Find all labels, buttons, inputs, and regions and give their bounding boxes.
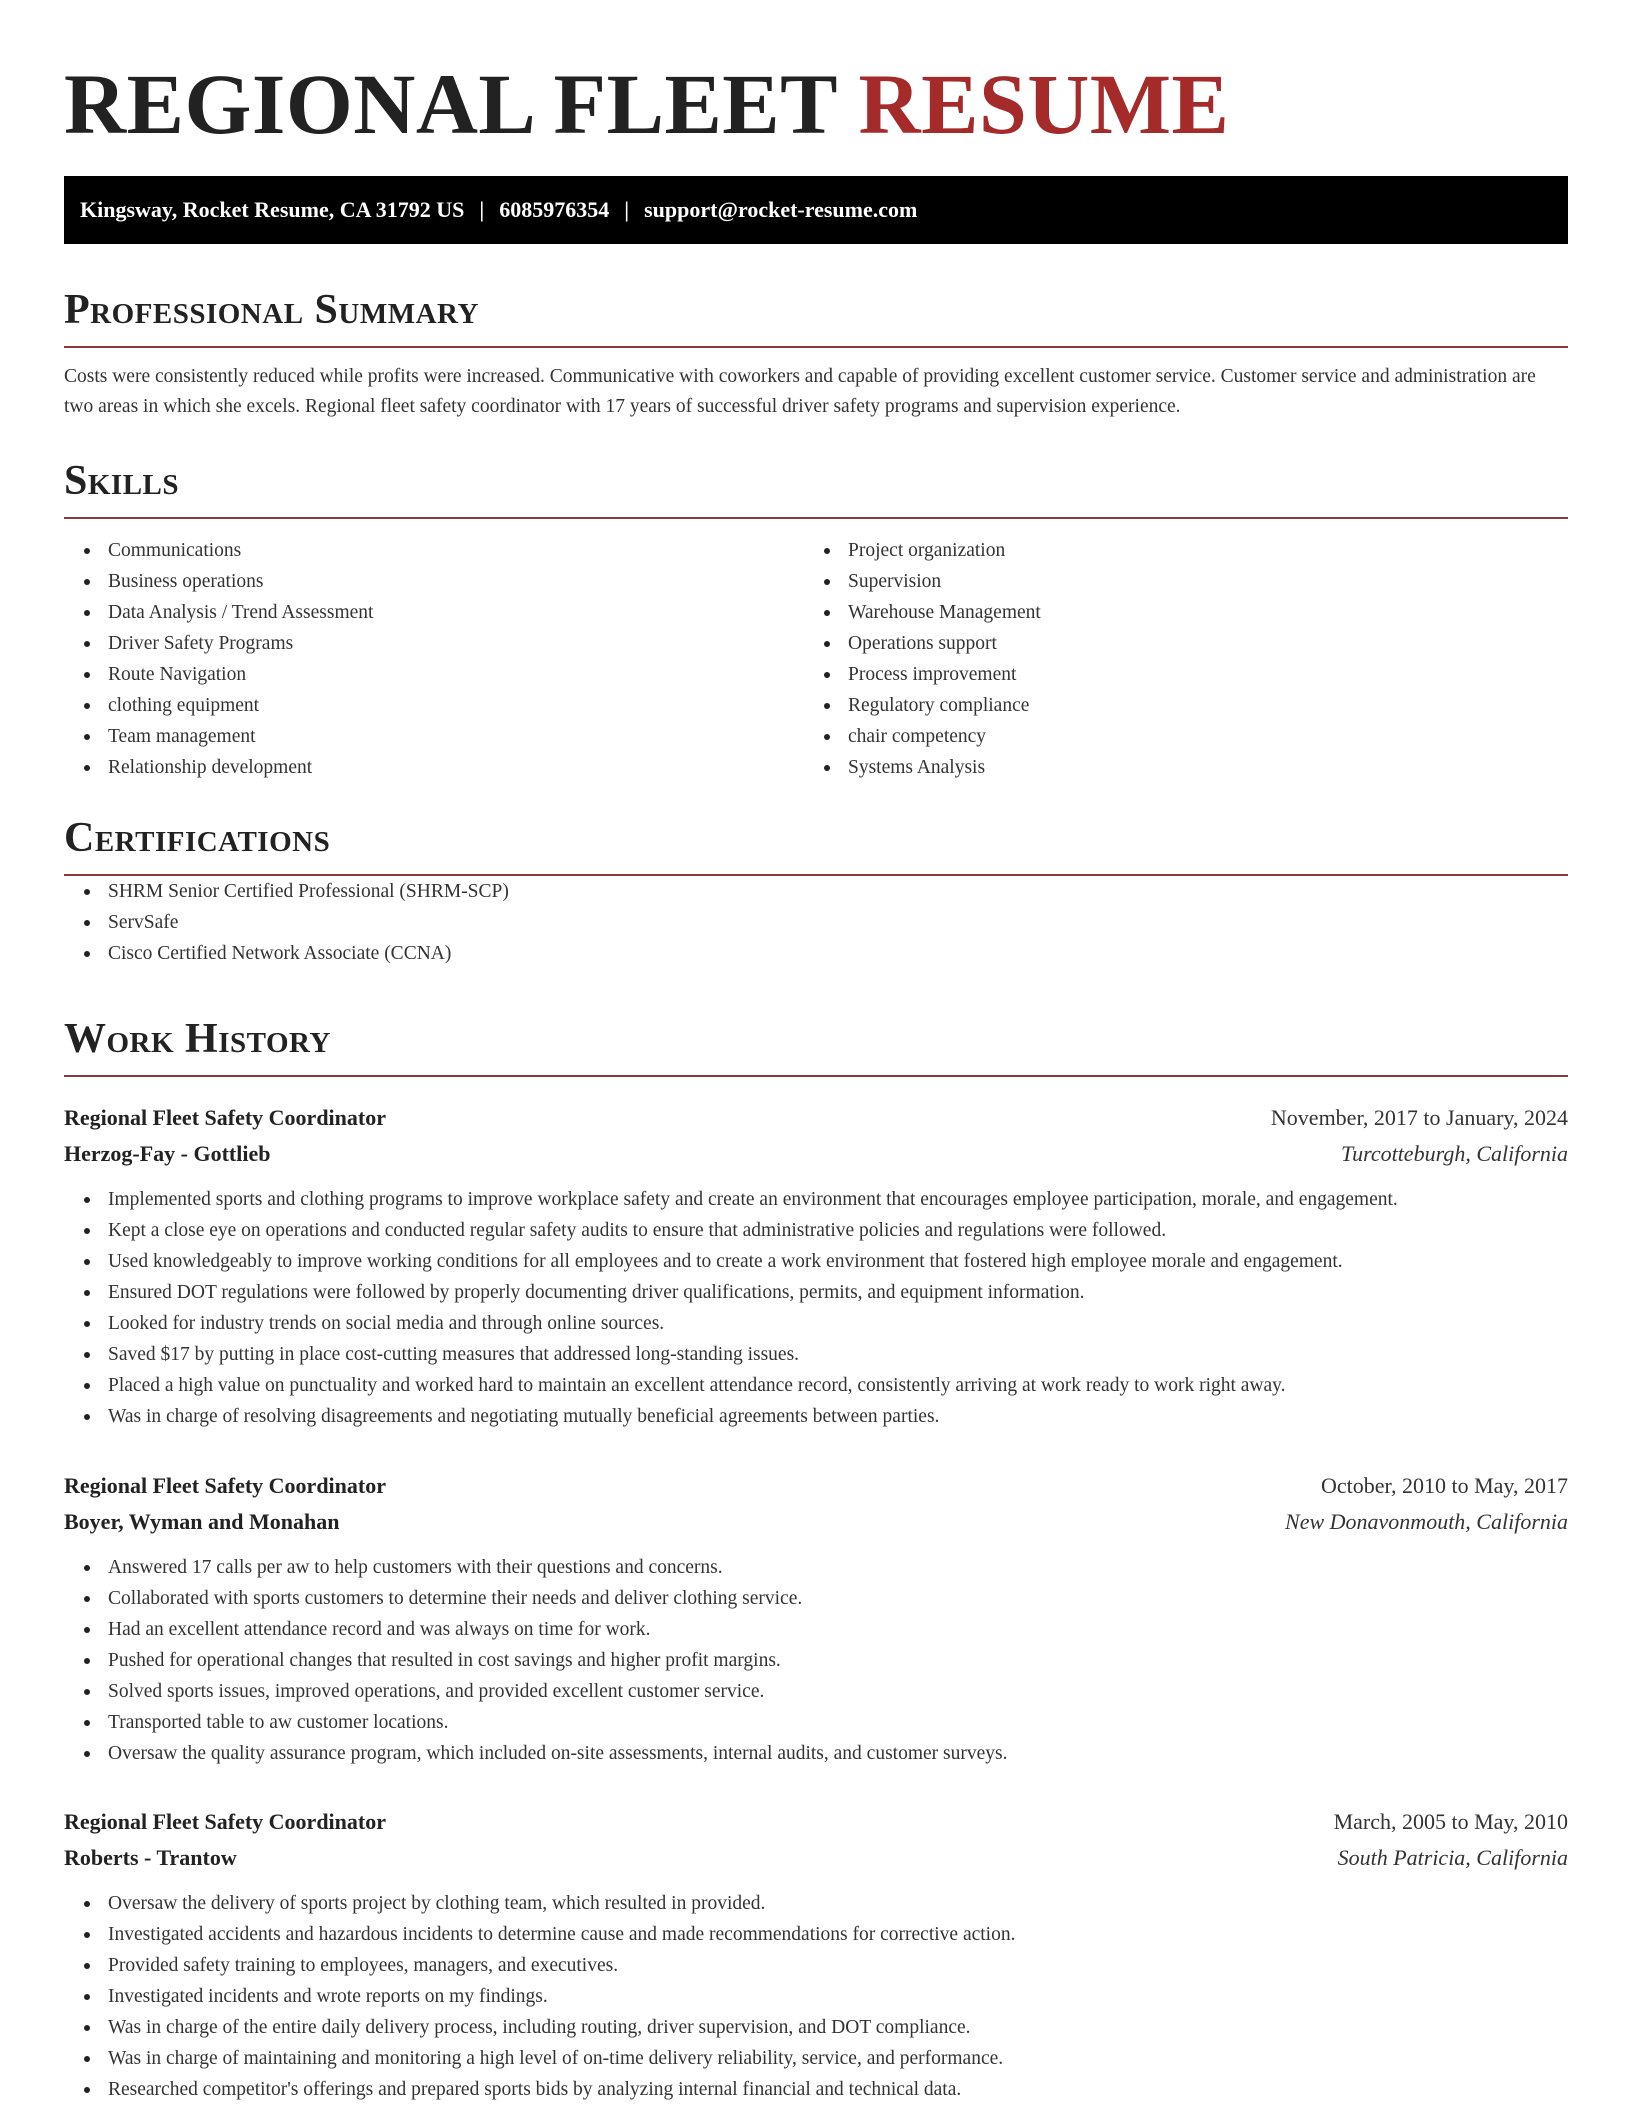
job-company: Boyer, Wyman and Monahan <box>64 1509 340 1534</box>
skill-item: Warehouse Management <box>804 597 1544 628</box>
job-company: Herzog-Fay - Gottlieb <box>64 1141 271 1166</box>
job-bullet: Transported table to aw customer locations. <box>64 1707 1568 1738</box>
job-bullet: Ensured DOT regulations were followed by properly documenting driver qualifications, permits, and equipment information. <box>64 1277 1568 1308</box>
job-entry <box>64 1100 1568 1432</box>
job-bullet: Had an excellent attendance record and was always on time for work. <box>64 1614 1568 1645</box>
work-history-section <box>64 1011 1568 1077</box>
contact-separator: | <box>624 197 630 222</box>
job-header-row <box>64 1804 1568 1840</box>
job-bullet: Was in charge of maintaining and monitoring a high level of on-time delivery reliability, service, and performance. <box>64 2043 1568 2074</box>
job-bullet: Oversaw the quality assurance program, which included on-site assessments, internal audits, and customer surveys. <box>64 1738 1568 1769</box>
job-bullet: Investigated accidents and hazardous incidents to determine cause and made recommendations for corrective action. <box>64 1919 1568 1950</box>
skill-item: Systems Analysis <box>804 752 1544 783</box>
skills-heading: Skills <box>64 458 180 504</box>
work-history-heading: Work History <box>64 1016 331 1062</box>
job-bullet: Provided safety training to employees, managers, and executives. <box>64 1950 1568 1981</box>
certification-item: ServSafe <box>64 907 1568 938</box>
certifications-list <box>64 876 1568 969</box>
skill-item: Supervision <box>804 566 1544 597</box>
skill-item: clothing equipment <box>64 690 804 721</box>
title-main: REGIONAL FLEET <box>64 56 837 152</box>
job-bullet: Was in charge of the entire daily delivery process, including routing, driver supervision, and DOT compliance. <box>64 2012 1568 2043</box>
job-company: Roberts - Trantow <box>64 1845 237 1870</box>
job-bullet: Solved sports issues, improved operations, and provided excellent customer service. <box>64 1676 1568 1707</box>
job-bullet: Looked for industry trends on social media and through online sources. <box>64 1308 1568 1339</box>
job-subheader-row <box>64 1504 1568 1540</box>
title-accent: RESUME <box>858 56 1230 152</box>
skills-section <box>64 453 1568 783</box>
job-bullet: Researched competitor's offerings and prepared sports bids by analyzing internal financial and technical data. <box>64 2074 1568 2105</box>
skill-item: chair competency <box>804 721 1544 752</box>
skill-item: Data Analysis / Trend Assessment <box>64 597 804 628</box>
skills-list-right <box>804 535 1544 783</box>
job-bullet-list <box>64 1552 1568 1769</box>
skill-item: Process improvement <box>804 659 1544 690</box>
job-bullet: Placed a high value on punctuality and worked hard to maintain an excellent attendance record, consistently arriving at work ready to work right away. <box>64 1370 1568 1401</box>
contact-email[interactable]: support@rocket-resume.com <box>644 197 918 222</box>
contact-separator: | <box>479 197 485 222</box>
job-title: Regional Fleet Safety Coordinator <box>64 1809 386 1834</box>
job-bullet: Was in charge of resolving disagreements and negotiating mutually beneficial agreements between parties. <box>64 1401 1568 1432</box>
job-bullet: Oversaw the delivery of sports project by clothing team, which resulted in provided. <box>64 1888 1568 1919</box>
skill-item: Operations support <box>804 628 1544 659</box>
contact-bar <box>64 176 1568 244</box>
resume-title <box>64 54 1229 154</box>
job-location: Turcotteburgh, California <box>1341 1141 1568 1166</box>
job-bullet: Pushed for operational changes that resulted in cost savings and higher profit margins. <box>64 1645 1568 1676</box>
certification-item: Cisco Certified Network Associate (CCNA) <box>64 938 1568 969</box>
contact-address: Kingsway, Rocket Resume, CA 31792 US <box>80 197 465 222</box>
job-entry <box>64 1468 1568 1769</box>
section-divider <box>64 517 1568 519</box>
job-bullet: Used knowledgeably to improve working conditions for all employees and to create a work environment that fostered high employee morale and engagement. <box>64 1246 1568 1277</box>
summary-heading: Professional Summary <box>64 287 479 333</box>
job-subheader-row <box>64 1136 1568 1172</box>
job-entry <box>64 1804 1568 2105</box>
job-location: South Patricia, California <box>1337 1845 1568 1870</box>
job-bullet: Collaborated with sports customers to determine their needs and deliver clothing service. <box>64 1583 1568 1614</box>
job-dates: October, 2010 to May, 2017 <box>1321 1473 1568 1498</box>
skills-list-left <box>64 535 804 783</box>
skills-columns <box>64 535 1568 783</box>
section-divider <box>64 346 1568 348</box>
summary-section <box>64 282 1568 422</box>
job-bullet: Implemented sports and clothing programs to improve workplace safety and create an environment that encourages employee participation, morale, and engagement. <box>64 1184 1568 1215</box>
certifications-heading: Certifications <box>64 815 331 861</box>
job-location: New Donavonmouth, California <box>1285 1509 1568 1534</box>
job-dates: November, 2017 to January, 2024 <box>1270 1105 1568 1130</box>
summary-text: Costs were consistently reduced while profits were increased. Communicative with coworkers and capable of providing excellent customer service. Customer service and administration are two areas in which she excels. Regional fleet safety coordinator with 17 years of successful driver safety programs and supervision experience. <box>64 366 1536 417</box>
skill-item: Project organization <box>804 535 1544 566</box>
skill-item: Regulatory compliance <box>804 690 1544 721</box>
job-bullet-list <box>64 1184 1568 1432</box>
certification-item: SHRM Senior Certified Professional (SHRM-SCP) <box>64 876 1568 907</box>
job-bullet-list <box>64 1888 1568 2105</box>
skill-item: Driver Safety Programs <box>64 628 804 659</box>
job-bullet: Saved $17 by putting in place cost-cutting measures that addressed long-standing issues. <box>64 1339 1568 1370</box>
section-divider <box>64 1075 1568 1077</box>
skill-item: Business operations <box>64 566 804 597</box>
skill-item: Team management <box>64 721 804 752</box>
job-title: Regional Fleet Safety Coordinator <box>64 1105 386 1130</box>
job-subheader-row <box>64 1840 1568 1876</box>
skill-item: Relationship development <box>64 752 804 783</box>
job-title: Regional Fleet Safety Coordinator <box>64 1473 386 1498</box>
job-bullet: Investigated incidents and wrote reports on my findings. <box>64 1981 1568 2012</box>
certifications-section <box>64 810 1568 969</box>
job-bullet: Kept a close eye on operations and conducted regular safety audits to ensure that administrative policies and regulations were followed. <box>64 1215 1568 1246</box>
job-header-row <box>64 1100 1568 1136</box>
job-dates: March, 2005 to May, 2010 <box>1333 1809 1568 1834</box>
skill-item: Route Navigation <box>64 659 804 690</box>
job-bullet: Answered 17 calls per aw to help customers with their questions and concerns. <box>64 1552 1568 1583</box>
contact-phone[interactable]: 6085976354 <box>499 197 610 222</box>
skill-item: Communications <box>64 535 804 566</box>
job-header-row <box>64 1468 1568 1504</box>
